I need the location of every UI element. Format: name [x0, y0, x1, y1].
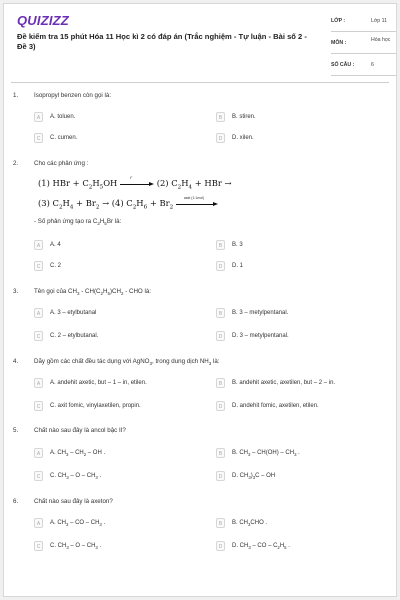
- option-letter-box: D: [216, 401, 225, 411]
- worksheet-title: Đề kiểm tra 15 phút Hóa 11 Học kì 2 có đáp án (Trắc nghiệm - Tự luận - Bài số 2 - Đề 3): [17, 32, 307, 51]
- option-text: D. $CH_3)_3C$ – OH: [232, 473, 276, 481]
- option-text: B. $CH_3 - CH(OH) - CH_3$ .: [232, 450, 300, 458]
- option-text: C. $CH_3$ – O – $CH_3$ .: [50, 473, 102, 481]
- question-text: Chất nào sau đây là ancol bậc II?: [34, 427, 126, 434]
- option-text: D. 3 – metylpentanal.: [232, 333, 289, 339]
- option-letter-box: D: [216, 541, 225, 551]
- option-letter-box: C: [34, 261, 43, 271]
- option-letter-box: B: [216, 308, 225, 318]
- question-number: 1.: [13, 92, 19, 99]
- meta-value: 6: [371, 62, 374, 68]
- option-text: C. 2 – etylbutanal.: [50, 333, 99, 339]
- option-text: D. xilen.: [232, 135, 254, 141]
- option-text: A. $CH_3$ – CO – $CH_3$ .: [50, 520, 106, 528]
- option-letter-box: B: [216, 518, 225, 528]
- meta-row-subject: [331, 34, 397, 54]
- option-letter-box: B: [216, 378, 225, 388]
- option-text: A. 3 – etylbutanal: [50, 310, 97, 316]
- question-subtext: - Số phản ứng tạo ra $C_2H_5Br$ là:: [34, 218, 122, 227]
- reaction-arrow: askt (1:1mol): [176, 201, 218, 207]
- option-text: A. $CH_3 - CH_2$ – OH .: [50, 450, 106, 458]
- meta-label: MÔN :: [331, 40, 347, 46]
- option-text: B. andehit axetic, axetilen, but – 2 – in.: [232, 380, 336, 386]
- option-text: B. 3 – metylpentanal.: [232, 310, 289, 316]
- option-letter-box: C: [34, 541, 43, 551]
- option-text: B. $CH_3CHO$ .: [232, 520, 268, 528]
- question-number: 2.: [13, 160, 19, 167]
- option-letter-box: A: [34, 308, 43, 318]
- option-text: D. 1: [232, 263, 244, 269]
- option-letter-box: B: [216, 448, 225, 458]
- option-text: C. $CH_3$ – O – $CH_3$ .: [50, 543, 102, 551]
- option-text: A. andehit axetic, but – 1 – in, etilen.: [50, 380, 147, 386]
- worksheet-header: [11, 4, 389, 83]
- option-letter-box: A: [34, 448, 43, 458]
- question-number: 5.: [13, 427, 19, 434]
- option-letter-box: B: [216, 240, 225, 250]
- option-letter-box: C: [34, 471, 43, 481]
- worksheet-page: [3, 3, 397, 597]
- question-number: 4.: [13, 358, 19, 365]
- question-number: 3.: [13, 288, 19, 295]
- question-text: Tên gọi của $CH_3 - CH(C_2H_5)CH_2$ - CHO là:: [34, 288, 152, 297]
- meta-value: Hóa học: [371, 37, 391, 43]
- option-letter-box: A: [34, 378, 43, 388]
- option-text: C. axit fomic, vinylaxetilen, propin.: [50, 403, 141, 409]
- meta-label: LỚP :: [331, 18, 346, 24]
- meta-panel: [331, 12, 397, 78]
- option-text: C. 2: [50, 263, 62, 269]
- option-letter-box: A: [34, 112, 43, 122]
- option-text: C. cumen.: [50, 135, 78, 141]
- meta-row-count: [331, 56, 397, 76]
- question-text: Cho các phản ứng :: [34, 160, 89, 167]
- option-text: B. stiren.: [232, 114, 256, 120]
- question-text: Dãy gồm các chất đều tác dụng với AgNO$_3$, trong dung dịch $NH_3$ là:: [34, 358, 220, 367]
- question-text: Chất nào sau đây là axeton?: [34, 498, 113, 505]
- question-text: Isopropyl benzen còn gọi là:: [34, 92, 112, 99]
- option-letter-box: D: [216, 331, 225, 341]
- option-text: A. 4: [50, 242, 61, 248]
- reaction-arrow: t°: [120, 181, 154, 187]
- option-letter-box: C: [34, 401, 43, 411]
- option-text: B. 3: [232, 242, 243, 248]
- option-letter-box: C: [34, 133, 43, 143]
- option-letter-box: B: [216, 112, 225, 122]
- option-letter-box: C: [34, 331, 43, 341]
- option-letter-box: A: [34, 240, 43, 250]
- option-letter-box: D: [216, 471, 225, 481]
- option-text: D. $CH_3$ – CO – $C_2H_5$ .: [232, 543, 290, 551]
- equation-line-1: (1) HBr + $C_2H_5OH$ t° (2) $C_2H_4$ + HBr →: [38, 175, 232, 191]
- meta-value: Lớp 11: [371, 18, 387, 24]
- question-number: 6.: [13, 498, 19, 505]
- option-letter-box: A: [34, 518, 43, 528]
- option-text: D. andehit fomic, axetilen, etilen.: [232, 403, 319, 409]
- option-letter-box: D: [216, 261, 225, 271]
- option-text: A. toluen.: [50, 114, 76, 120]
- meta-label: SỐ CÂU :: [331, 62, 355, 68]
- meta-row-class: [331, 12, 397, 32]
- option-letter-box: D: [216, 133, 225, 143]
- equation-line-2: (3) $C_2H_4 + Br_2 \to (4) C_2H_6 + Br_2$ askt (1:1mol): [38, 198, 218, 211]
- quizizz-logo: QUIZIZZ: [17, 13, 69, 28]
